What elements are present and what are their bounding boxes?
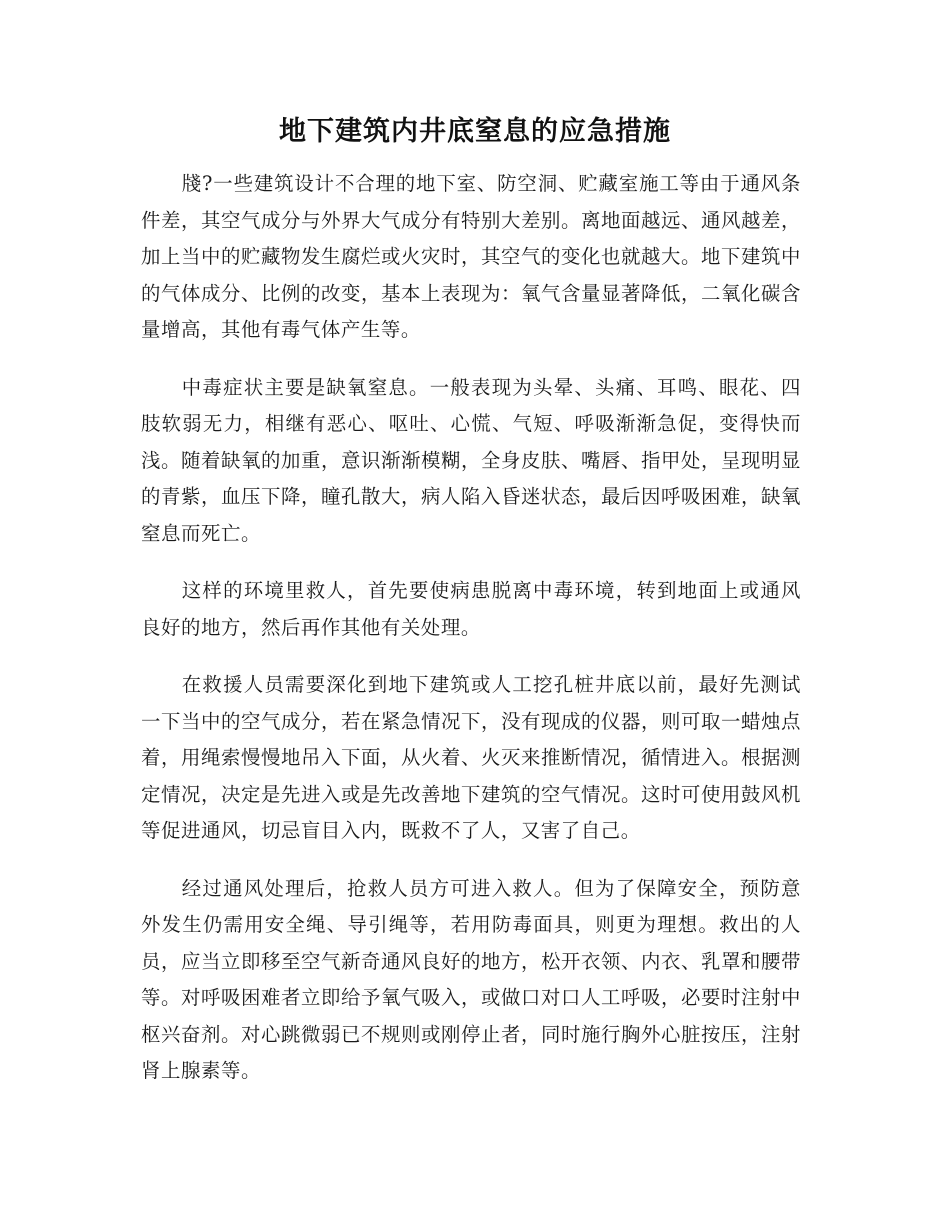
paragraph-1: 牋?一些建筑设计不合理的地下室、防空洞、贮藏室施工等由于通风条件差，其空气成分与外界大气成分有特别大差别。离地面越远、通风越差，加上当中的贮藏物发生腐烂或火灾时，其空气的变化也就越大。地下建筑中的气体成分、比例的改变，基本上表现为：氧气含量显著降低，二氧化碳含量增高，其他有毒气体产生等。	[141, 172, 801, 341]
paragraph-3: 这样的环境里救人，首先要使病患脱离中毒环境，转到地面上或通风良好的地方，然后再作其他有关处理。	[141, 579, 801, 639]
paragraph-4: 在救援人员需要深化到地下建筑或人工挖孔桩井底以前，最好先测试一下当中的空气成分，若在紧急情况下，没有现成的仪器，则可取一蜡烛点着，用绳索慢慢地吊入下面，从火着、火灭来推断情况，循情进入。根据测定情况，决定是先进入或是先改善地下建筑的空气情况。这时可使用鼓风机等促进通风，切忌盲目入内，既救不了人，又害了自己。	[141, 673, 801, 842]
paragraph-2: 中毒症状主要是缺氧窒息。一般表现为头晕、头痛、耳鸣、眼花、四肢软弱无力，相继有恶心、呕吐、心慌、气短、呼吸渐渐急促，变得快而浅。随着缺氧的加重，意识渐渐模糊，全身皮肤、嘴唇、指甲处，呈现明显的青紫，血压下降，瞳孔散大，病人陷入昏迷状态，最后因呼吸困难，缺氧窒息而死亡。	[141, 375, 801, 545]
document-body	[141, 166, 801, 1111]
document-title: 地下建筑内井底窒息的应急措施	[279, 116, 671, 147]
paragraph-5: 经过通风处理后，抢救人员方可进入救人。但为了保障安全，预防意外发生仍需用安全绳、导引绳等，若用防毒面具，则更为理想。救出的人员，应当立即移至空气新奇通风良好的地方，松开衣领、内衣、乳罩和腰带等。对呼吸困难者立即给予氧气吸入，或做口对口人工呼吸，必要时注射中枢兴奋剂。对心跳微弱已不规则或刚停止者，同时施行胸外心脏按压，注射肾上腺素等。	[141, 876, 801, 1082]
